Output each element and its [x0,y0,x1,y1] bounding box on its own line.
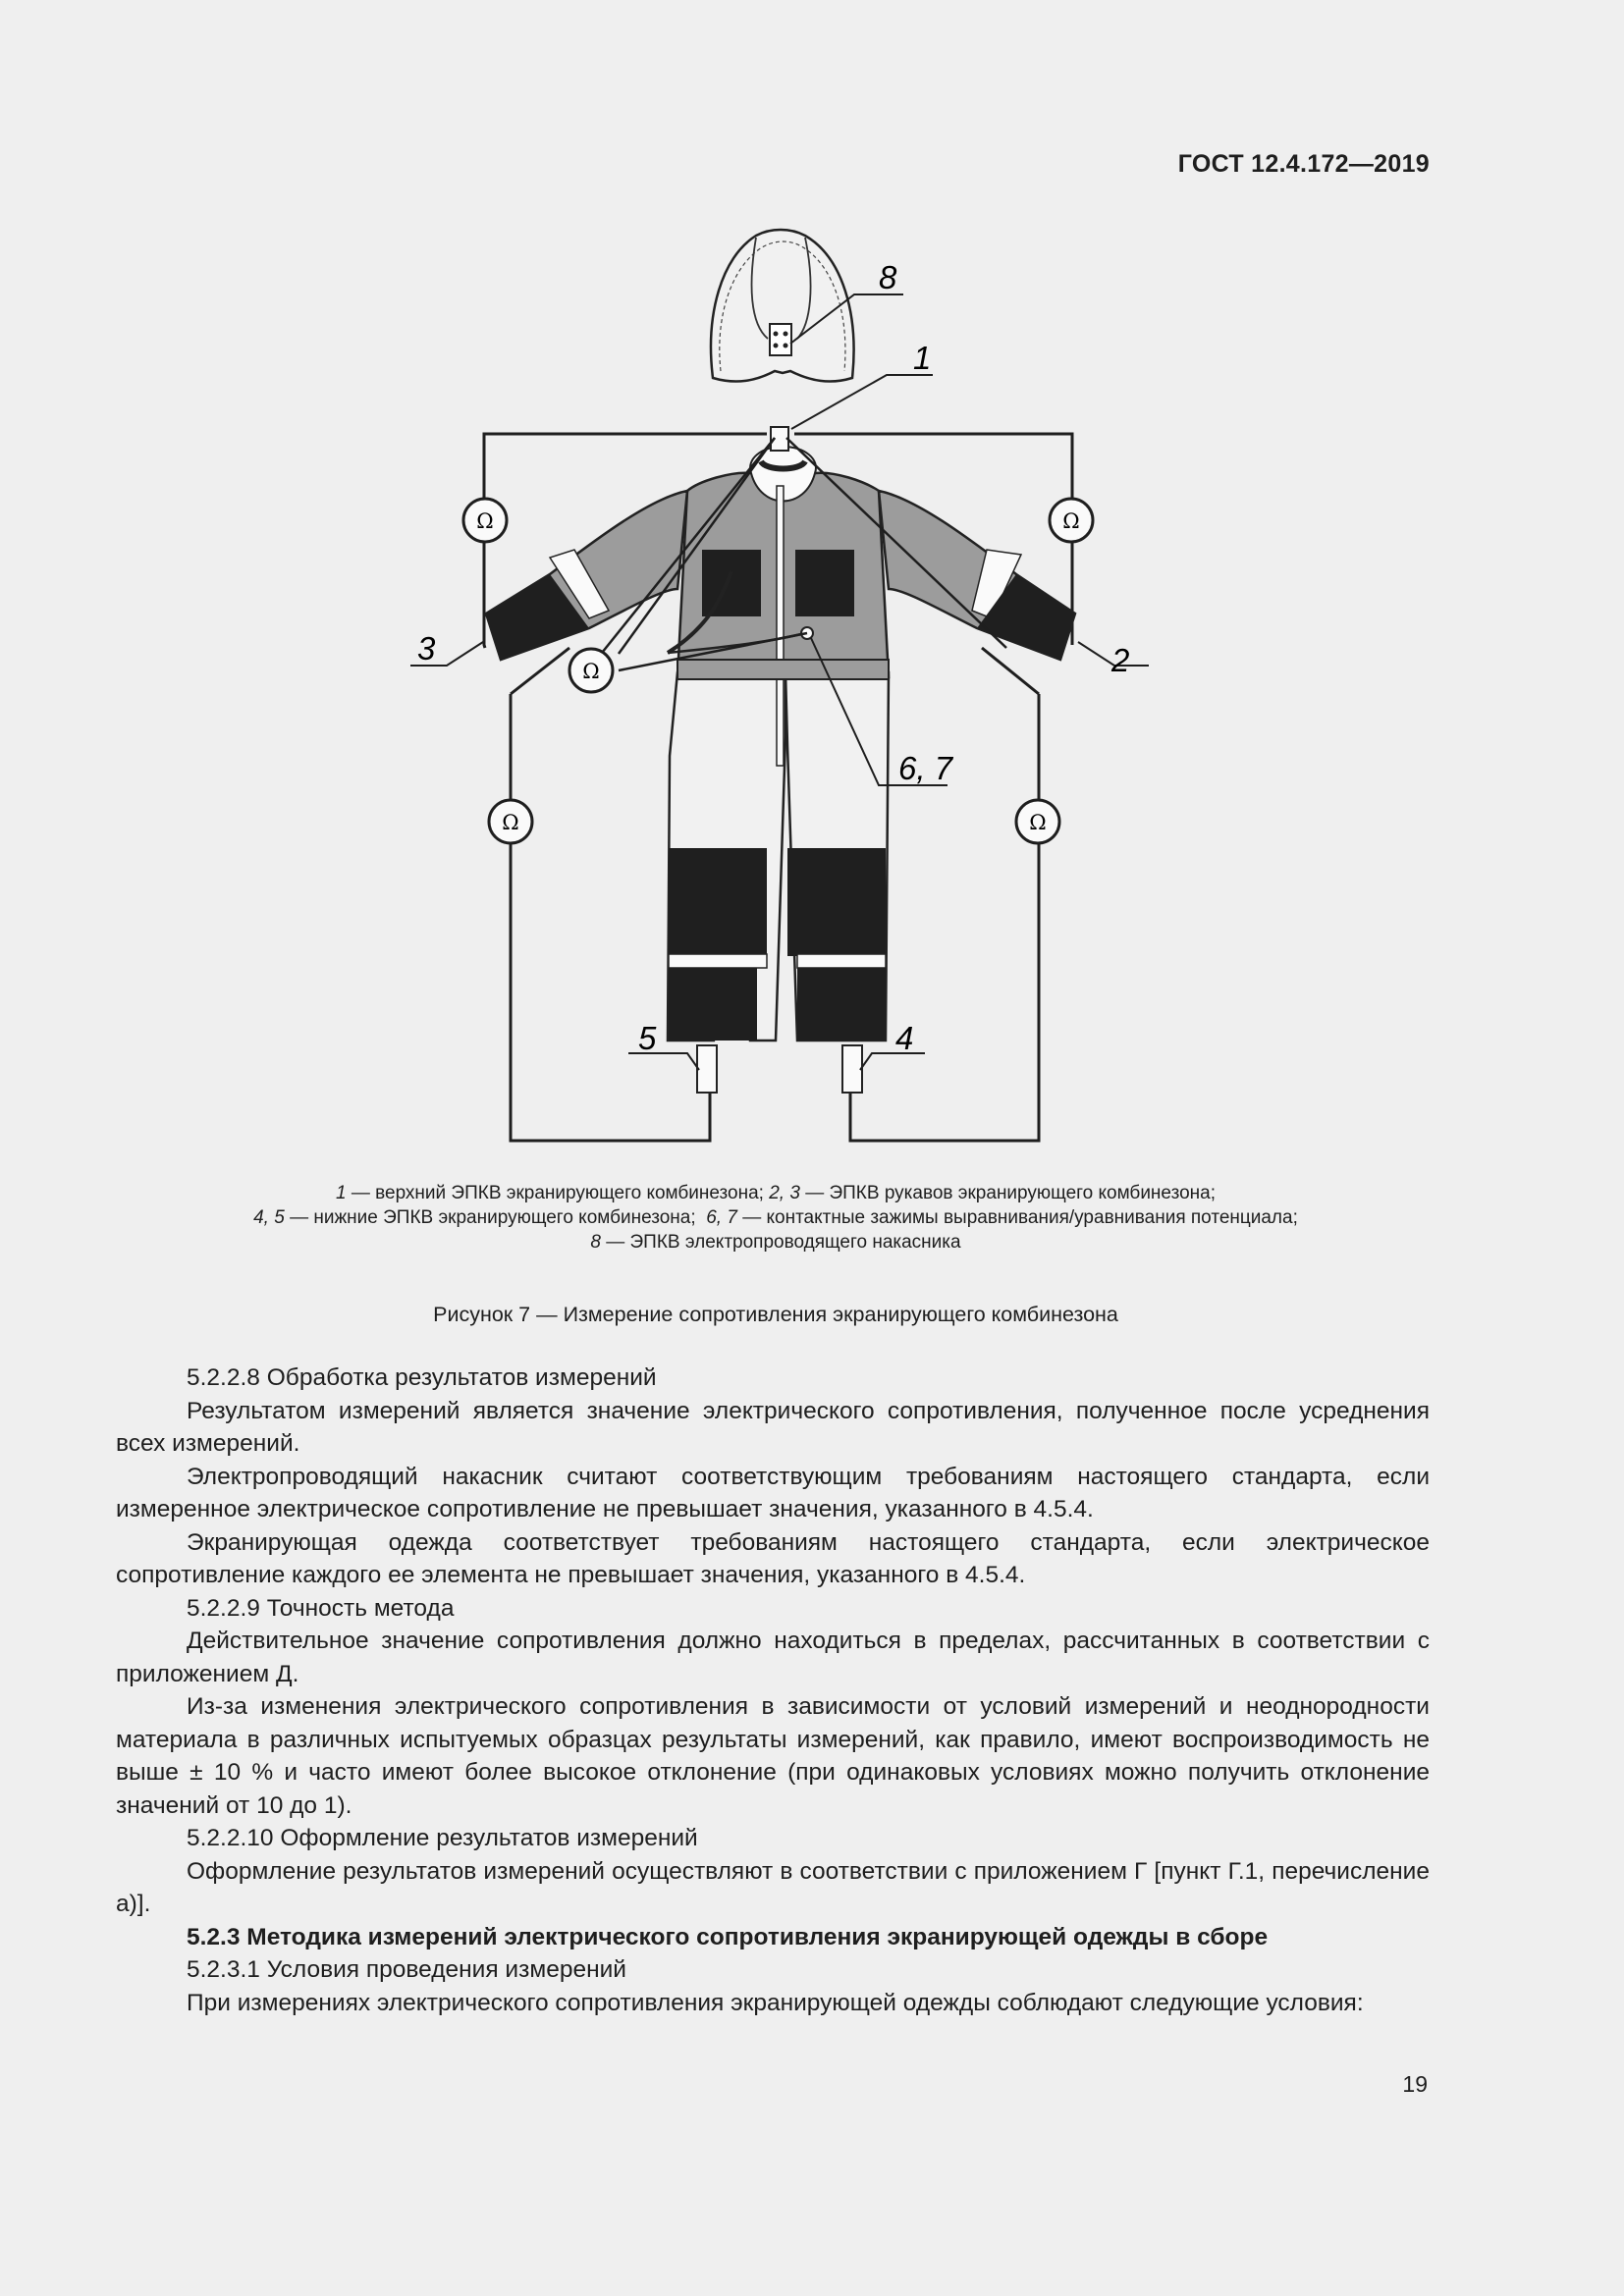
ohmmeter-center [569,649,613,692]
paragraph: Электропроводящий накасник считают соответствующим требованиям настоящего стандарта, если измеренное электрическое сопротивление не превышает значения, указанного в 4.5.4. [116,1463,1430,1522]
legend-text: — ЭПКВ электропроводящего накасника [600,1232,961,1253]
subsection-heading: 5.2.2.10 Оформление результатов измерений [187,1825,698,1851]
body-text [116,1362,1430,2019]
paragraph: Экранирующая одежда соответствует требованиям настоящего стандарта, если электрическое сопротивление каждого ее элемента не превышает значения, указанного в 4.5.4. [116,1528,1430,1588]
legend-text: — ЭПКВ рукавов экранирующего комбинезона; [799,1183,1216,1203]
callout-3: 3 [417,630,436,667]
paragraph: Оформление результатов измерений осуществляют в соответствии с приложением Г [пункт Г.1, перечисление а)]. [116,1857,1430,1917]
document-header: ГОСТ 12.4.172—2019 [1177,150,1430,178]
subsection-heading: 5.2.2.8 Обработка результатов измерений [187,1364,657,1391]
legend-number: 6, 7 [706,1207,737,1228]
callout-1: 1 [913,340,932,376]
coverall-drawing [486,427,1075,1093]
ohmmeter-left-bottom [489,800,532,843]
callout-8: 8 [879,259,897,295]
legend-number: 2, 3 [769,1183,800,1203]
callout-4: 4 [895,1020,914,1056]
ohmmeter-right-top [1050,499,1093,542]
subsection-heading: 5.2.2.9 Точность метода [187,1594,455,1622]
ohm-symbol: Ω [1062,509,1080,533]
paragraph: Из-за изменения электрического сопротивления в зависимости от условий измерений и неоднородности материала в различных испытуемых образцах результаты измерений, как правило, имеют воспроизводимость не выше ± 10 % и часто имеют более высокое отклонение (при одинаковых условиях можно получить отклонение значений от 10 до 1). [116,1693,1430,1819]
paragraph: Результатом измерений является значение электрического сопротивления, полученное после усреднения всех измерений. [116,1397,1430,1457]
legend-line-2 [118,1205,1434,1230]
legend-text: — верхний ЭПКВ экранирующего комбинезона; [346,1183,770,1203]
page-number: 19 [1402,2071,1428,2097]
hood-drawing [711,230,853,382]
legend-number: 4, 5 [253,1207,285,1228]
paragraph: При измерениях электрического сопротивления экранирующей одежды соблюдают следующие условия: [187,1989,1364,2016]
paragraph: Действительное значение сопротивления должно находиться в пределах, рассчитанных в соответствии с приложением Д. [116,1628,1430,1687]
legend-line-3 [118,1230,1434,1255]
callout-2: 2 [1111,642,1130,678]
legend-number: 8 [590,1232,601,1253]
ohm-symbol: Ω [476,509,494,533]
ohmmeter-right-bottom [1016,800,1059,843]
figure-caption: Рисунок 7 — Измерение сопротивления экранирующего комбинезона [433,1303,1118,1326]
callout-5: 5 [638,1020,657,1056]
legend-text: — контактные зажимы выравнивания/уравнивания потенциала; [736,1207,1298,1228]
legend-number: 1 [336,1183,347,1203]
ohm-symbol: Ω [1029,811,1047,834]
callout-6-7: 6, 7 [898,750,953,786]
ohm-symbol: Ω [582,660,600,683]
ohm-symbol: Ω [502,811,519,834]
legend-line-1 [118,1181,1434,1205]
figure-legend [118,1181,1434,1255]
ohmmeter-left-top [463,499,507,542]
legend-text: — нижние ЭПКВ экранирующего комбинезона; [284,1207,707,1228]
section-heading: 5.2.3 Методика измерений электрического сопротивления экранирующей одежды в сборе [187,1923,1269,1950]
subsection-heading: 5.2.3.1 Условия проведения измерений [187,1956,626,1983]
